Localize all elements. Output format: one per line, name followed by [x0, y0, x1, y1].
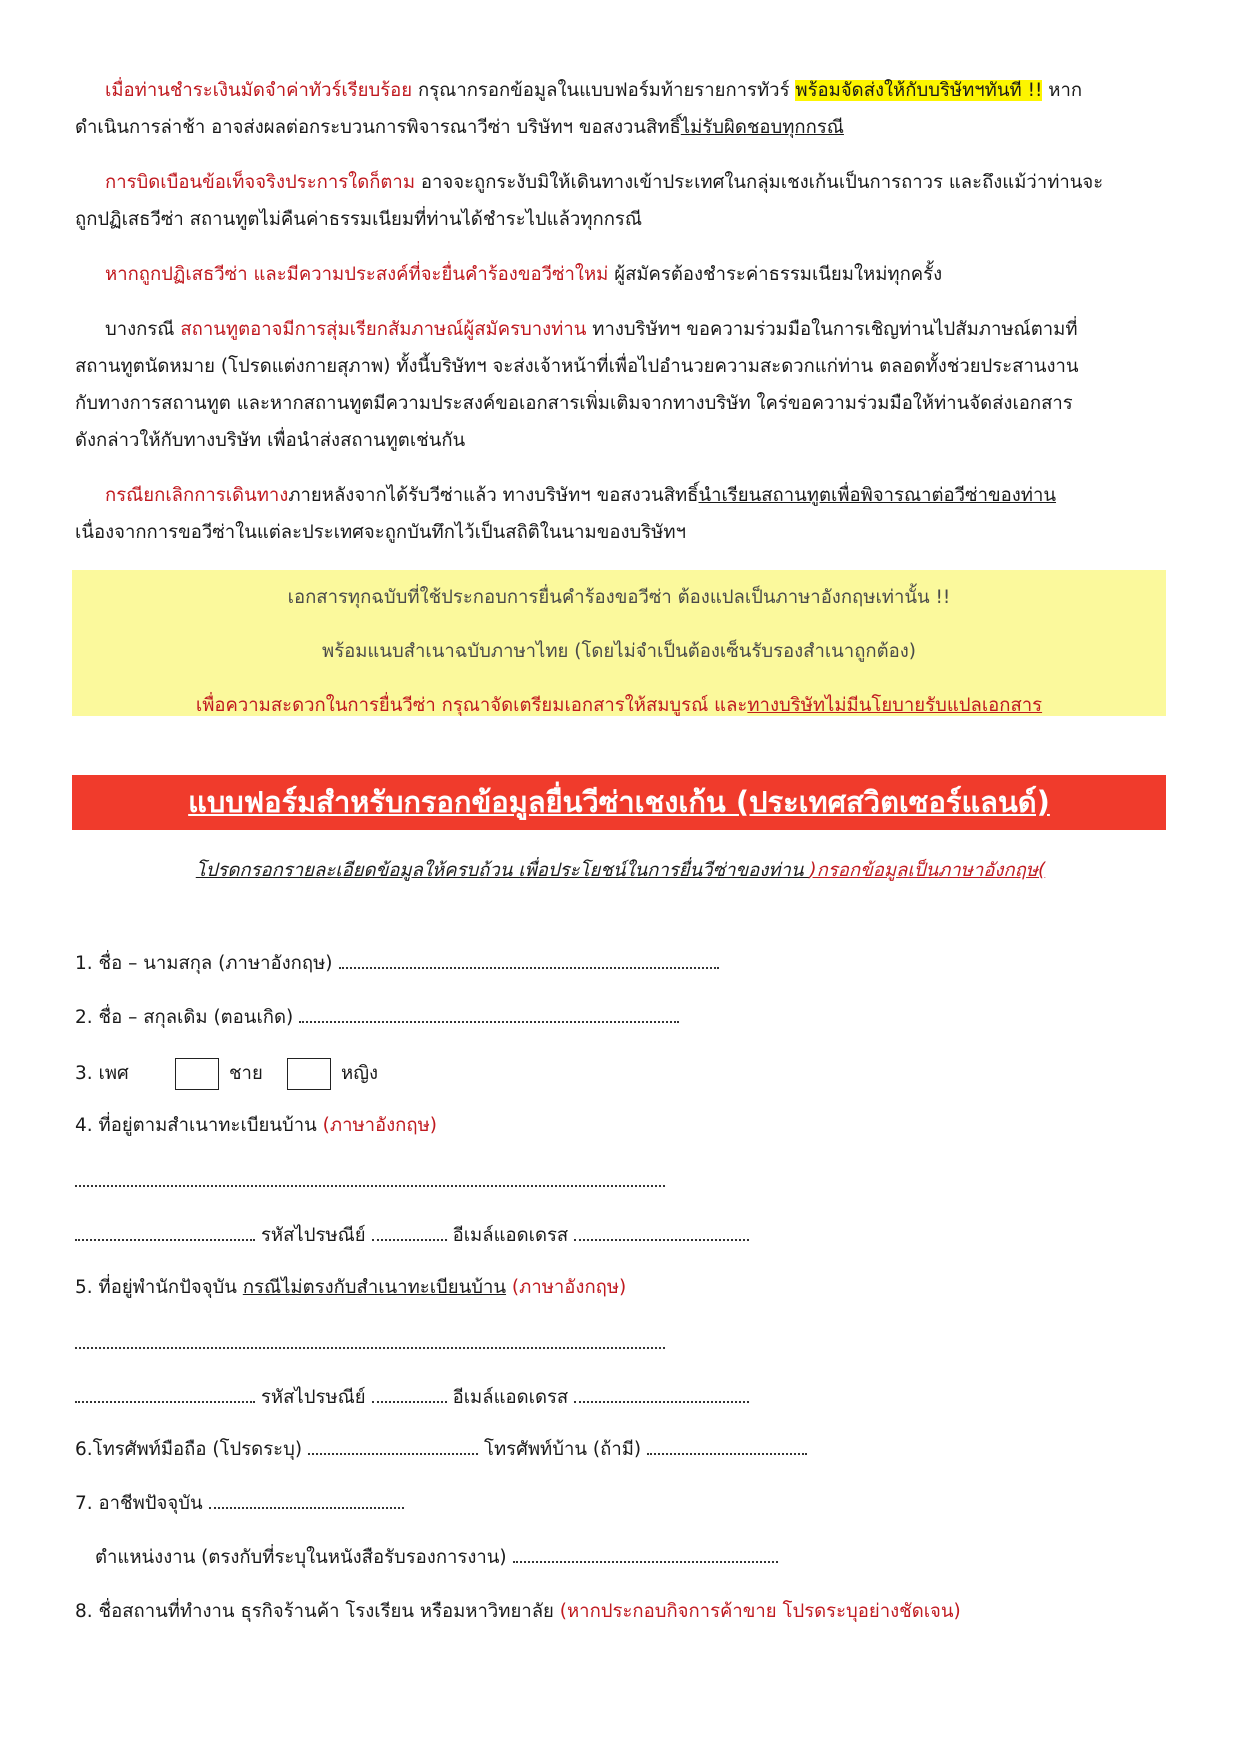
paragraph-visa-denied	[75, 256, 1166, 293]
field-registered-address	[75, 1112, 437, 1140]
field-phone	[75, 1436, 813, 1464]
female-checkbox[interactable]	[287, 1058, 331, 1090]
deposit-text-end: หาก	[1042, 80, 1083, 101]
cancel-underline: นำเรียนสถานทูตเพื่อพิจารณาต่อวีซ่าของท่าน	[698, 485, 1057, 506]
cur-email-label: อีเมล์แอดเดรส	[452, 1387, 569, 1408]
reg-address-input-line-2[interactable]	[75, 1233, 255, 1241]
cancel-red-lead: กรณียกเลิกการเดินทาง	[105, 485, 289, 506]
deposit-text: กรุณากรอกข้อมูลในแบบฟอร์มท้ายรายการทัวร์	[412, 80, 796, 101]
paragraph-cancellation	[75, 477, 1166, 551]
fullname-input-line[interactable]	[339, 961, 719, 969]
field-reg-address-english: (ภาษาอังกฤษ)	[322, 1115, 437, 1136]
form-instruction	[0, 857, 1241, 885]
reg-postal-label: รหัสไปรษณีย์	[261, 1225, 366, 1246]
misrep-line2: ถูกปฏิเสธวีซ่า สถานทูตไม่คืนค่าธรรมเนียมที่ท่านได้ชำระไปแล้วทุกกรณี	[75, 209, 643, 230]
home-phone-label: โทรศัพท์บ้าน (ถ้ามี)	[484, 1439, 642, 1460]
field-current-address	[75, 1274, 626, 1302]
male-label: ชาย	[229, 1063, 263, 1084]
deposit-line2: ดำเนินการล่าช้า อาจส่งผลต่อกระบวนการพิจารณาวีซ่า บริษัทฯ ขอสงวนสิทธิ์	[75, 117, 681, 138]
female-label: หญิง	[341, 1063, 378, 1084]
reg-postal-input-line[interactable]	[372, 1233, 447, 1241]
field-fullname	[75, 950, 725, 978]
field-maiden-name	[75, 1004, 685, 1032]
field-fullname-label: 1. ชื่อ – นามสกุล (ภาษาอังกฤษ)	[75, 953, 333, 974]
field-cur-address-condition: กรณีไม่ตรงกับสำเนาทะเบียนบ้าน	[242, 1277, 507, 1298]
paragraph-interview	[75, 311, 1166, 459]
cancel-text: ภายหลังจากได้รับวีซ่าแล้ว ทางบริษัทฯ ขอสงวนสิทธิ์	[288, 485, 699, 506]
interview-text0: บางกรณี	[105, 319, 181, 340]
deposit-underline: ไม่รับผิดชอบทุกกรณี	[680, 117, 844, 138]
notice-line-3	[72, 692, 1166, 720]
field-gender	[75, 1058, 378, 1090]
reg-address-input-line[interactable]	[75, 1179, 665, 1187]
field-position	[95, 1544, 784, 1572]
field-workplace	[75, 1598, 961, 1626]
field-reg-address-label: 4. ที่อยู่ตามสำเนาทะเบียนบ้าน	[75, 1115, 323, 1136]
instruction-red: )กรอกข้อมูลเป็นภาษาอังกฤษ(	[809, 860, 1046, 881]
paragraph-misrepresentation	[75, 164, 1166, 238]
misrep-text: อาจจะถูกระงับมิให้เดินทางเข้าประเทศในกลุ่มเชงเก้นเป็นการถาวร และถึงแม้ว่าท่านจะ	[415, 172, 1104, 193]
notice-line-3-red: เพื่อความสะดวกในการยื่นวีซ่า กรุณาจัดเตรียมเอกสารให้สมบูรณ์ และ	[195, 695, 748, 716]
maiden-name-input-line[interactable]	[299, 1015, 679, 1023]
field-occupation	[75, 1490, 410, 1518]
interview-line3: กับทางการสถานทูต และหากสถานทูตมีความประสงค์ขอเอกสารเพิ่มเติมจากทางบริษัท ใคร่ขอความร่วมมือให้ท่านจัดส่งเอกสาร	[75, 393, 1073, 414]
misrep-red-lead: การบิดเบือนข้อเท็จจริงประการใดก็ตาม	[105, 172, 416, 193]
field-gender-label: 3. เพศ	[75, 1063, 129, 1084]
interview-red: สถานทูตอาจมีการสุ่มเรียกสัมภาษณ์ผู้สมัครบางท่าน	[180, 319, 587, 340]
mobile-input-line[interactable]	[308, 1447, 478, 1455]
notice-line-1: เอกสารทุกฉบับที่ใช้ประกอบการยื่นคำร้องขอวีซ่า ต้องแปลเป็นภาษาอังกฤษเท่านั้น !!	[287, 587, 951, 608]
paragraph-deposit	[75, 72, 1166, 146]
cur-postal-input-line[interactable]	[372, 1395, 447, 1403]
field-maiden-label: 2. ชื่อ – สกุลเดิม (ตอนเกิด)	[75, 1007, 294, 1028]
cur-address-input-line[interactable]	[75, 1341, 665, 1349]
reg-email-input-line[interactable]	[574, 1233, 749, 1241]
deposit-highlight: พร้อมจัดส่งให้กับบริษัทฯทันที !!	[795, 80, 1043, 101]
field-cur-address-label: 5. ที่อยู่พำนักปัจจุบัน	[75, 1277, 243, 1298]
reg-email-label: อีเมล์แอดเดรส	[452, 1225, 569, 1246]
field-cur-address-english: (ภาษาอังกฤษ)	[506, 1277, 627, 1298]
cur-address-line-1	[75, 1330, 671, 1358]
home-phone-input-line[interactable]	[647, 1447, 807, 1455]
interview-line4: ดังกล่าวให้กับทางบริษัท เพื่อนำส่งสถานทูตเช่นกัน	[75, 430, 466, 451]
interview-text1: ทางบริษัทฯ ขอความร่วมมือในการเชิญท่านไปสัมภาษณ์ตามที่	[586, 319, 1078, 340]
workplace-note: (หากประกอบกิจการค้าขาย โปรดระบุอย่างชัดเจน)	[559, 1601, 961, 1622]
position-input-line[interactable]	[513, 1555, 778, 1563]
notice-line-3-underline: ทางบริษัทไม่มีนโยบายรับแปลเอกสาร	[747, 695, 1043, 716]
cancel-line2: เนื่องจากการขอวีซ่าในแต่ละประเทศจะถูกบันทึกไว้เป็นสถิติในนามของบริษัทฯ	[75, 522, 686, 543]
male-checkbox[interactable]	[175, 1058, 219, 1090]
reg-address-line-2	[75, 1222, 755, 1250]
mobile-label: 6.โทรศัพท์มือถือ (โปรดระบุ)	[75, 1439, 303, 1460]
occupation-input-line[interactable]	[209, 1501, 404, 1509]
cur-address-line-2	[75, 1384, 755, 1412]
notice-line-2: พร้อมแนบสำเนาฉบับภาษาไทย (โดยไม่จำเป็นต้องเซ็นรับรองสำเนาถูกต้อง)	[322, 641, 916, 662]
position-label: ตำแหน่งงาน (ตรงกับที่ระบุในหนังสือรับรองการงาน)	[95, 1547, 507, 1568]
interview-line2: สถานทูตนัดหมาย (โปรดแต่งกายสุภาพ) ทั้งนี้บริษัทฯ จะส่งเจ้าหน้าที่เพื่อไปอำนวยความสะดวกแก่ท่าน ตลอดทั้งช่วยประสานงาน	[75, 356, 1079, 377]
deposit-red-lead: เมื่อท่านชำระเงินมัดจำค่าทัวร์เรียบร้อย	[105, 80, 413, 101]
cur-address-input-line-2[interactable]	[75, 1395, 255, 1403]
cur-email-input-line[interactable]	[574, 1395, 749, 1403]
denied-red-lead: หากถูกปฏิเสธวีซ่า และมีความประสงค์ที่จะยื่นคำร้องขอวีซ่าใหม่	[105, 264, 609, 285]
occupation-label: 7. อาชีพปัจจุบัน	[75, 1493, 203, 1514]
cur-postal-label: รหัสไปรษณีย์	[261, 1387, 366, 1408]
translation-notice-box	[72, 570, 1166, 716]
form-title-banner: แบบฟอร์มสำหรับกรอกข้อมูลยื่นวีซ่าเชงเก้น (ประเทศสวิตเซอร์แลนด์)	[72, 775, 1166, 830]
instruction-black: โปรดกรอกรายละเอียดข้อมูลให้ครบถ้วน เพื่อประโยชน์ในการยื่นวีซ่าของท่าน	[195, 860, 810, 881]
workplace-label: 8. ชื่อสถานที่ทำงาน ธุรกิจร้านค้า โรงเรียน หรือมหาวิทยาลัย	[75, 1601, 560, 1622]
denied-text: ผู้สมัครต้องชำระค่าธรรมเนียมใหม่ทุกครั้ง	[608, 264, 943, 285]
reg-address-line-1	[75, 1168, 671, 1196]
